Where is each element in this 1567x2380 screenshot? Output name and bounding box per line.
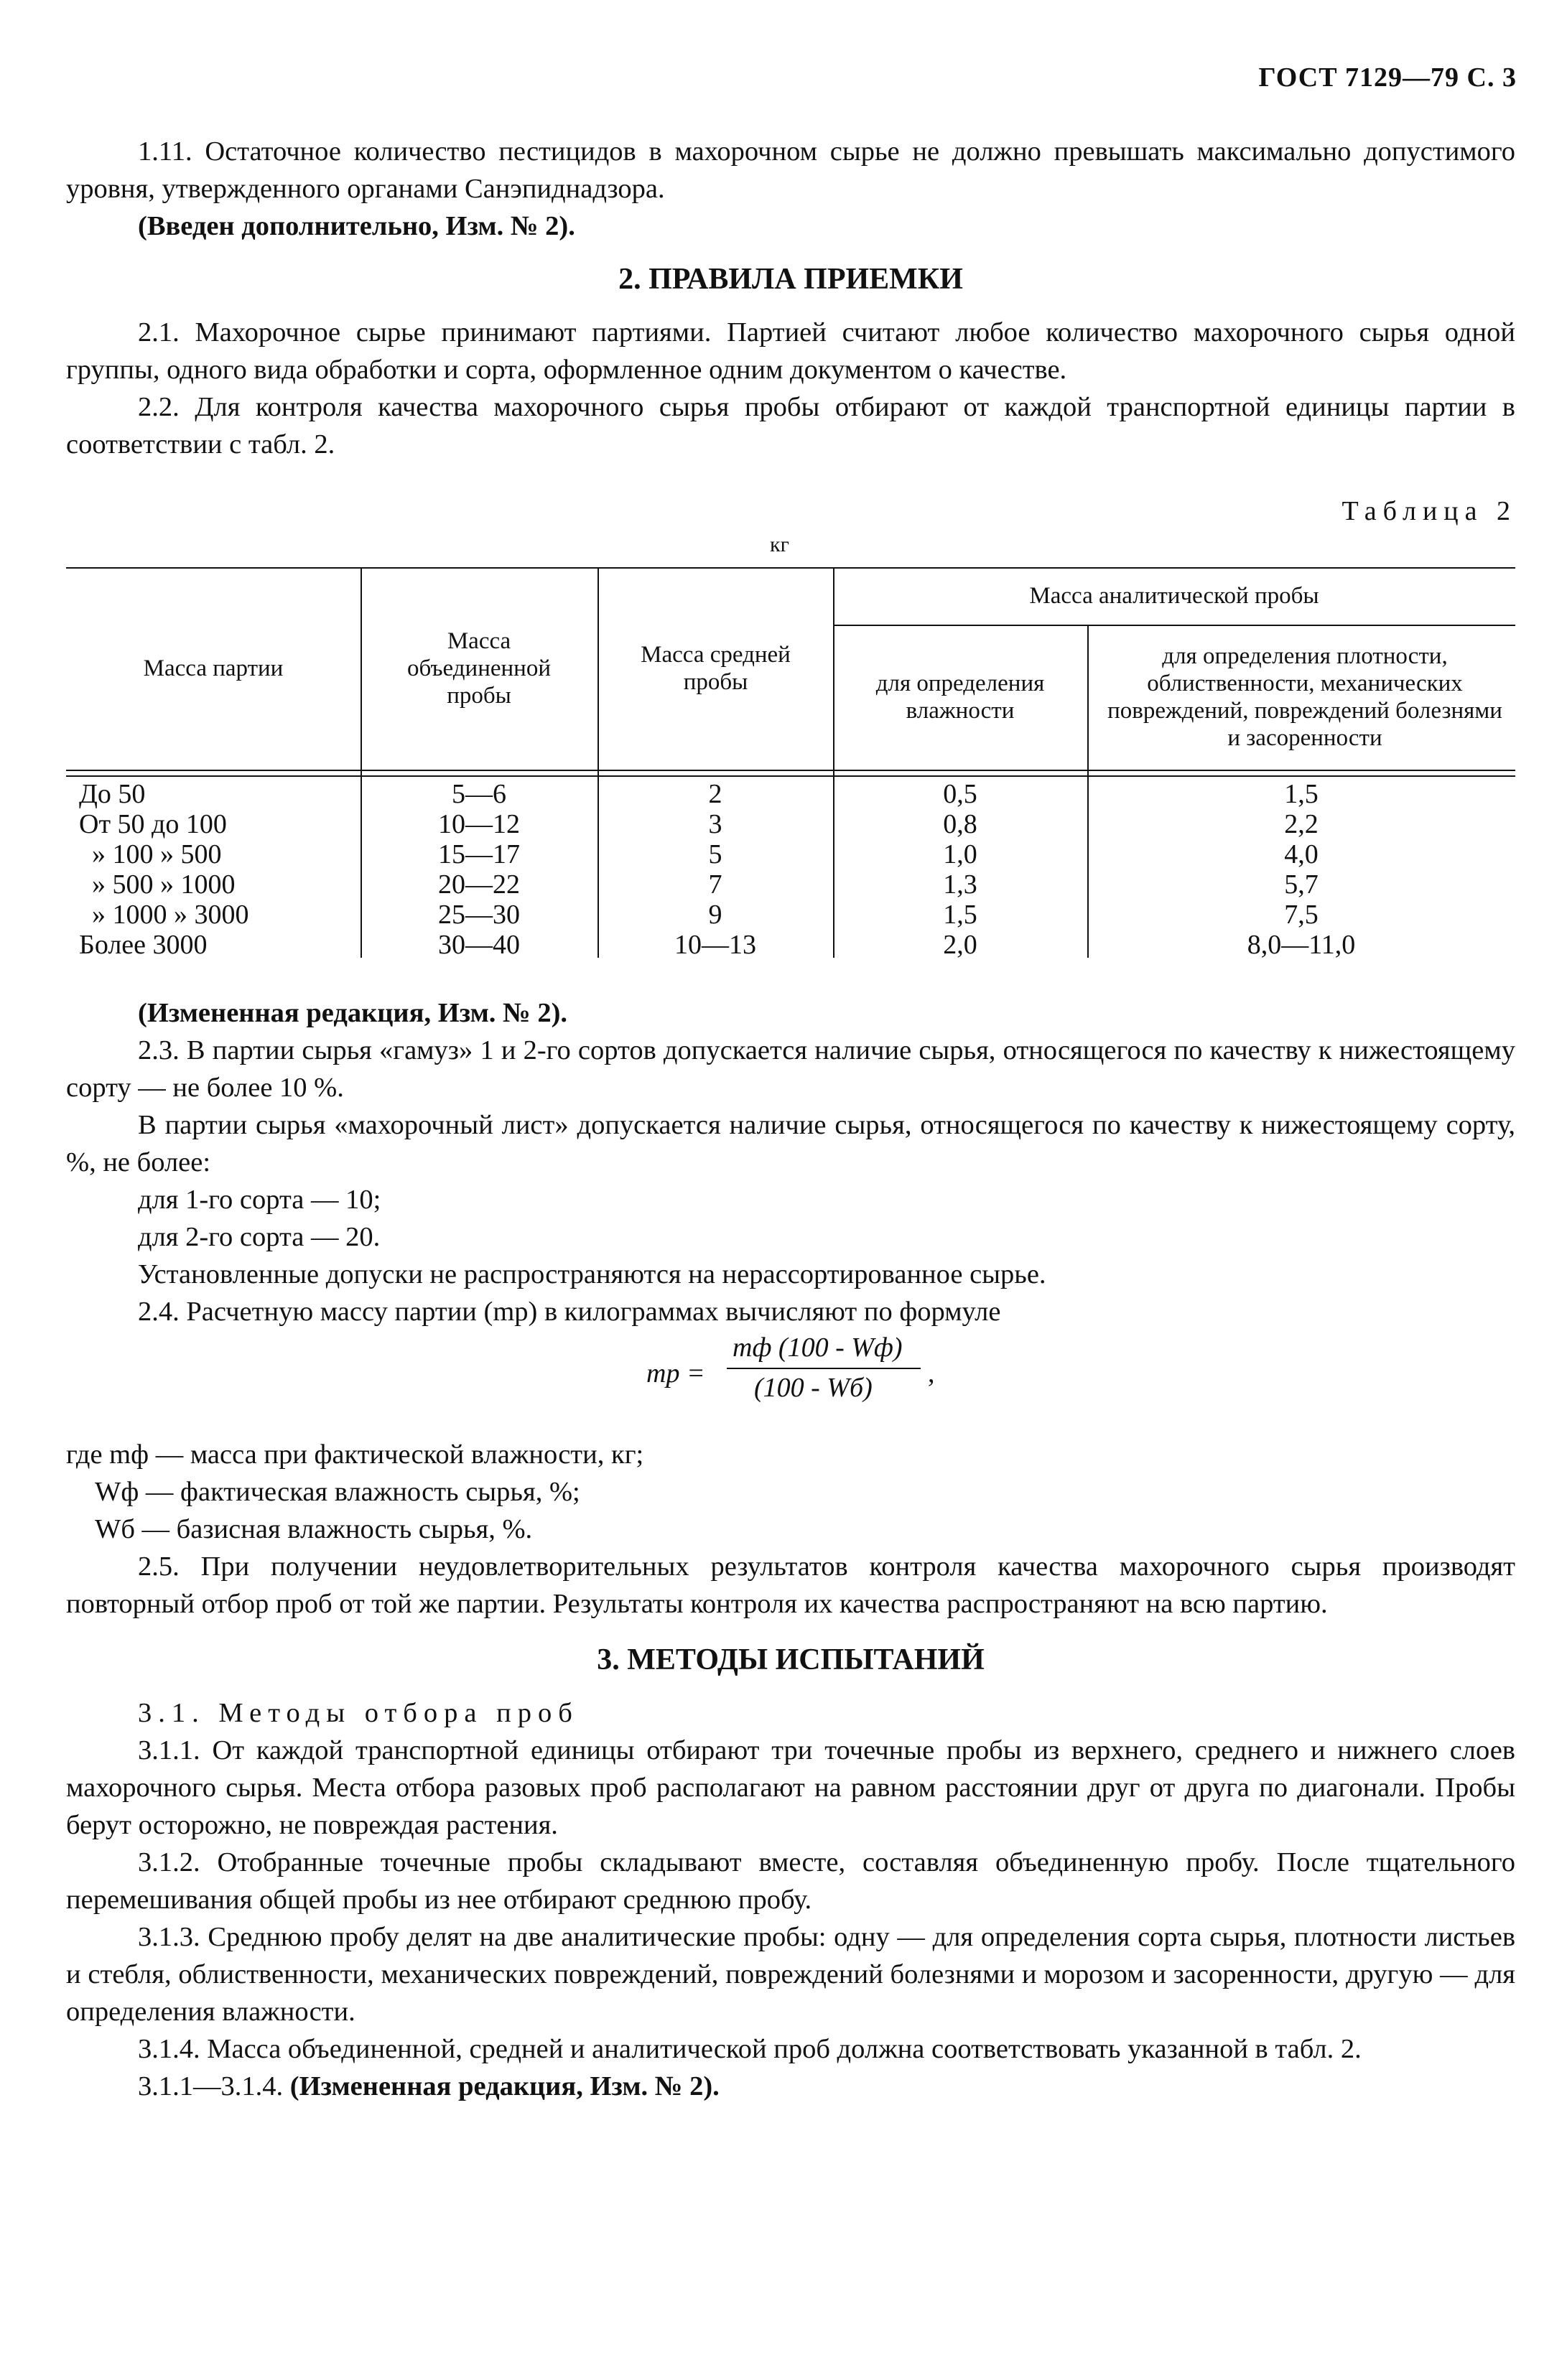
table-unit: кг [770, 533, 789, 556]
table-2 [66, 567, 1515, 969]
row-2-combined: 10—12 [438, 809, 520, 839]
header-mass-average: Масса средней пробы [641, 642, 791, 695]
text-block-top [66, 133, 1515, 463]
paragraph-3-1-4: 3.1.4. Масса объединенной, средней и аналитической проб должна соответствовать указанной в табл. 2. [138, 2034, 1362, 2064]
formula-numerator: mф (100 - Wф) [733, 1333, 903, 1363]
row-2-density: 2,2 [1284, 809, 1319, 839]
row-2-moisture: 0,8 [943, 809, 977, 839]
paragraph-2-3b: В партии сырья «махорочный лист» допускается наличие сырья, относящегося по качеству к нижестоящему сорту, %, не более: [66, 1110, 1515, 1177]
header-mass-party: Масса партии [143, 655, 284, 681]
amendment-note-3-1: (Измененная редакция, Изм. № 2). [289, 2071, 720, 2101]
amendment-range: 3.1.1—3.1.4. [138, 2071, 284, 2101]
row-6-density: 8,0—11,0 [1247, 930, 1356, 960]
table-header-rule-2 [66, 775, 1515, 777]
paragraph-2-1: 2.1. Махорочное сырье принимают партиями. Партией считают любое количество махорочного сырья одной группы, одного вида обработки и сорта, оформленное одним документом о качестве. [66, 317, 1515, 385]
where-line-1: где mф — масса при фактической влажности, кг; [66, 1439, 644, 1470]
row-3-density: 4,0 [1284, 839, 1319, 869]
header-for-moisture: для определения влажности [875, 671, 1045, 724]
paragraph-2-3: 2.3. В партии сырья «гамуз» 1 и 2-го сортов допускается наличие сырья, относящегося по качеству к нижестоящему сорту — не более 10 %. [66, 1035, 1515, 1103]
row-1-density: 1,5 [1284, 779, 1319, 809]
paragraph-2-4: 2.4. Расчетную массу партии (mр) в килограммах вычисляют по формуле [138, 1297, 1001, 1327]
where-line-3: Wб — базисная влажность сырья, %. [95, 1514, 533, 1544]
paragraph-3-1-3: 3.1.3. Среднюю пробу делят на две аналитические пробы: одну — для определения сорта сырья, плотности листьев и стебля, облиственности, механических повреждений, повреждений болезнями и морозом и засоренности, другую — для определения влажности. [66, 1922, 1515, 2027]
row-6-average: 10—13 [674, 930, 756, 960]
where-line-2: Wф — фактическая влажность сырья, %; [95, 1477, 580, 1507]
row-1-party: До 50 [79, 779, 146, 809]
row-4-density: 5,7 [1284, 869, 1319, 900]
row-4-average: 7 [708, 869, 722, 900]
row-5-combined: 25—30 [438, 900, 520, 930]
paragraph-2-5: 2.5. При получении неудовлетворительных результатов контроля качества махорочного сырья производят повторный отбор проб от той же партии. Результаты контроля их качества распространяют на всю партию. [66, 1551, 1515, 1619]
row-3-moisture: 1,0 [943, 839, 977, 869]
row-6-party: Более 3000 [79, 930, 208, 960]
header-mass-analytic: Масса аналитической пробы [1029, 583, 1319, 609]
text-block-middle [66, 994, 1515, 1330]
row-3-average: 5 [708, 839, 722, 869]
table-caption: Таблица 2 [1342, 496, 1517, 526]
row-4-party: » 500 » 1000 [92, 869, 236, 900]
paragraph-3-1-2: 3.1.2. Отобранные точечные пробы складывают вместе, составляя объединенную пробу. После тщательного перемешивания общей пробы из нее отбирают среднюю пробу. [66, 1847, 1515, 1915]
row-3-party: » 100 » 500 [92, 839, 222, 869]
row-3-combined: 15—17 [438, 839, 520, 869]
amendment-note-1-11: (Введен дополнительно, Изм. № 2). [138, 211, 575, 241]
row-4-moisture: 1,3 [943, 869, 977, 900]
fraction-bar [727, 1368, 921, 1369]
row-5-density: 7,5 [1284, 900, 1319, 930]
row-1-moisture: 0,5 [943, 779, 977, 809]
header-for-density: для определения плотности, облиственности, механических повреждений, повреждений болезнями и засоренности [1107, 643, 1502, 751]
row-5-moisture: 1,5 [943, 900, 977, 930]
row-2-party: От 50 до 100 [79, 809, 227, 839]
row-5-party: » 1000 » 3000 [92, 900, 249, 930]
header-mass-combined: Масса объединенной пробы [407, 628, 551, 709]
page-header: ГОСТ 7129—79 С. 3 [1258, 62, 1517, 93]
table-amendment-note: (Измененная редакция, Изм. № 2). [138, 998, 568, 1028]
paragraph-2-3e: Установленные допуски не распространяются на нерассортированное сырье. [138, 1259, 1046, 1289]
row-1-average: 2 [708, 779, 722, 809]
paragraph-1-11: 1.11. Остаточное количество пестицидов в махорочном сырье не должно превышать максимально допустимого уровня, утвержденного органами Санэпиднадзора. [66, 136, 1515, 204]
formula-lhs: mр = [646, 1358, 705, 1389]
section-3-title: 3. МЕТОДЫ ИСПЫТАНИЙ [597, 1643, 985, 1676]
table-header-rule [66, 770, 1515, 771]
row-6-combined: 30—40 [438, 930, 520, 960]
row-5-average: 9 [708, 900, 722, 930]
row-4-combined: 20—22 [438, 869, 520, 900]
paragraph-2-3c: для 1-го сорта — 10; [138, 1185, 381, 1215]
row-1-combined: 5—6 [452, 779, 506, 809]
paragraph-2-3d: для 2-го сорта — 20. [138, 1222, 381, 1252]
row-6-moisture: 2,0 [943, 930, 977, 960]
paragraph-3-1-x [66, 2068, 1515, 2105]
paragraph-2-2: 2.2. Для контроля качества махорочного сырья пробы отбирают от каждой транспортной единицы партии в соответствии с табл. 2. [66, 392, 1515, 459]
paragraph-3-1: 3.1. Методы отбора проб [138, 1698, 579, 1728]
section-2-title: 2. ПРАВИЛА ПРИЕМКИ [618, 263, 963, 296]
formula-tail: , [928, 1358, 935, 1389]
text-block-bottom [66, 1436, 1515, 2105]
formula [646, 1332, 948, 1411]
formula-denominator: (100 - Wб) [754, 1373, 873, 1403]
paragraph-3-1-1: 3.1.1. От каждой транспортной единицы отбирают три точечные пробы из верхнего, среднего и нижнего слоев махорочного сырья. Места отбора разовых проб располагают на равном расстоянии друг от друга по диагонали. Пробы берут осторожно, не повреждая растения. [66, 1735, 1515, 1840]
row-2-average: 3 [708, 809, 722, 839]
